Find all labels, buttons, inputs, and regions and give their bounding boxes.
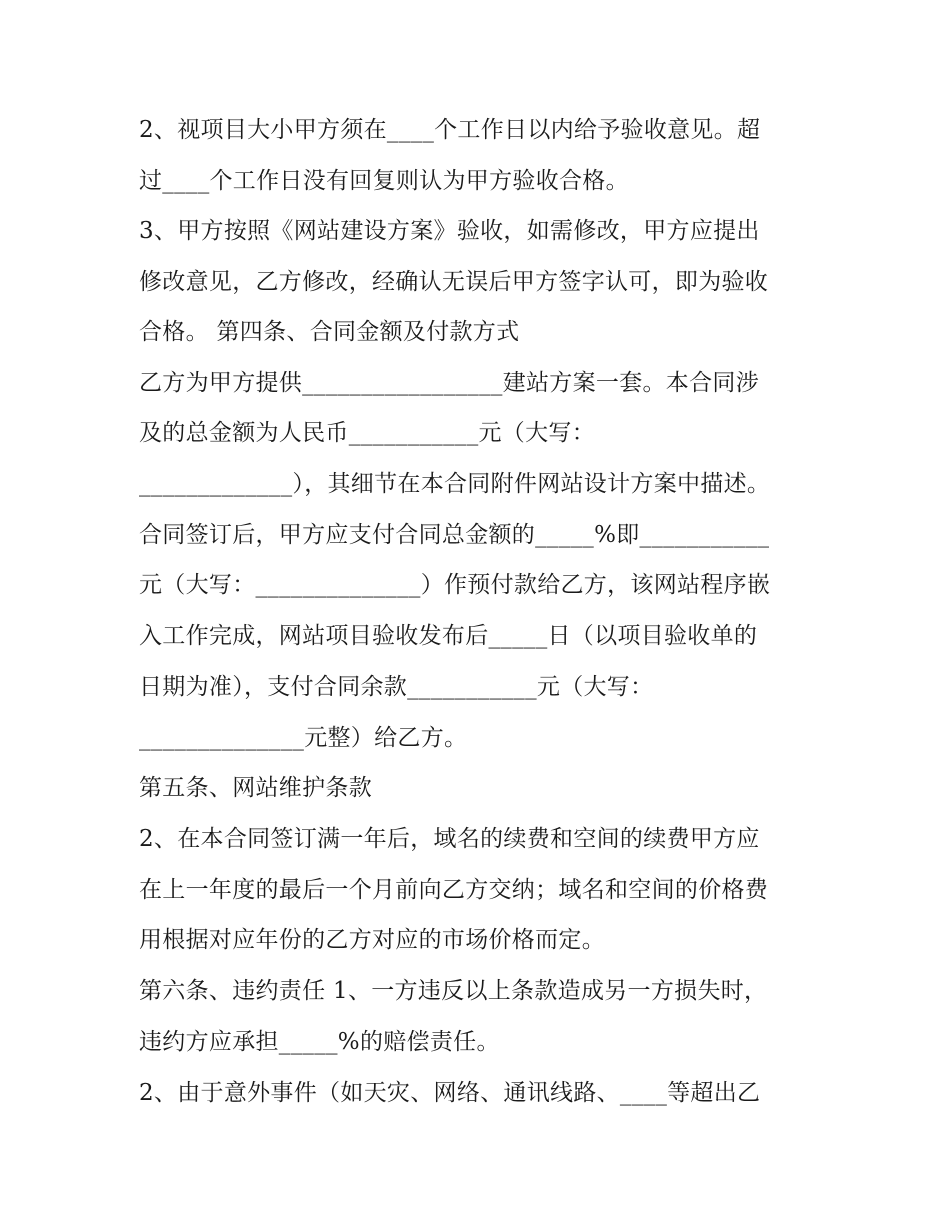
text-line-9: 合同签订后，甲方应支付合同总金额的_____%即___________ (139, 522, 770, 548)
text-line-20: 2、由于意外事件（如天灾、网络、通讯线路、____等超出乙 (139, 1080, 761, 1106)
text-line-5: 合格。 第四条、合同金额及付款方式 (139, 319, 520, 345)
text-line-8: _____________），其细节在本合同附件网站设计方案中描述。 (139, 471, 771, 497)
text-line-12: 日期为准），支付合同余款___________元（大写： (139, 674, 654, 700)
text-line-6: 乙方为甲方提供_________________建站方案一套。本合同涉 (139, 370, 759, 396)
text-line-2: 过____个工作日没有回复则认为甲方验收合格。 (139, 168, 629, 194)
text-line-10: 元（大写：______________）作预付款给乙方，该网站程序嵌 (139, 572, 771, 598)
text-line-11: 入工作完成，网站项目验收发布后_____日（以项目验收单的 (139, 623, 758, 649)
section-heading-5: 第五条、网站维护条款 (139, 775, 372, 801)
text-line-19: 违约方应承担_____%的赔偿责任。 (139, 1029, 500, 1055)
text-line-3: 3、甲方按照《网站建设方案》验收，如需修改，甲方应提出 (139, 218, 760, 244)
text-line-17: 用根据对应年份的乙方对应的市场价格而定。 (139, 927, 605, 953)
text-line-15: 2、在本合同签订满一年后，域名的续费和空间的续费甲方应 (139, 826, 760, 852)
text-line-7: 及的总金额为人民币___________元（大写： (139, 420, 595, 446)
text-line-1: 2、视项目大小甲方须在____个工作日以内给予验收意见。超 (139, 117, 761, 143)
text-line-18: 第六条、违约责任 1、一方违反以上条款造成另一方损失时， (139, 978, 768, 1004)
text-line-13: ______________元整）给乙方。 (139, 725, 468, 751)
text-line-16: 在上一年度的最后一个月前向乙方交纳；域名和空间的价格费 (139, 877, 769, 903)
text-line-4: 修改意见，乙方修改，经确认无误后甲方签字认可，即为验收 (139, 269, 769, 295)
